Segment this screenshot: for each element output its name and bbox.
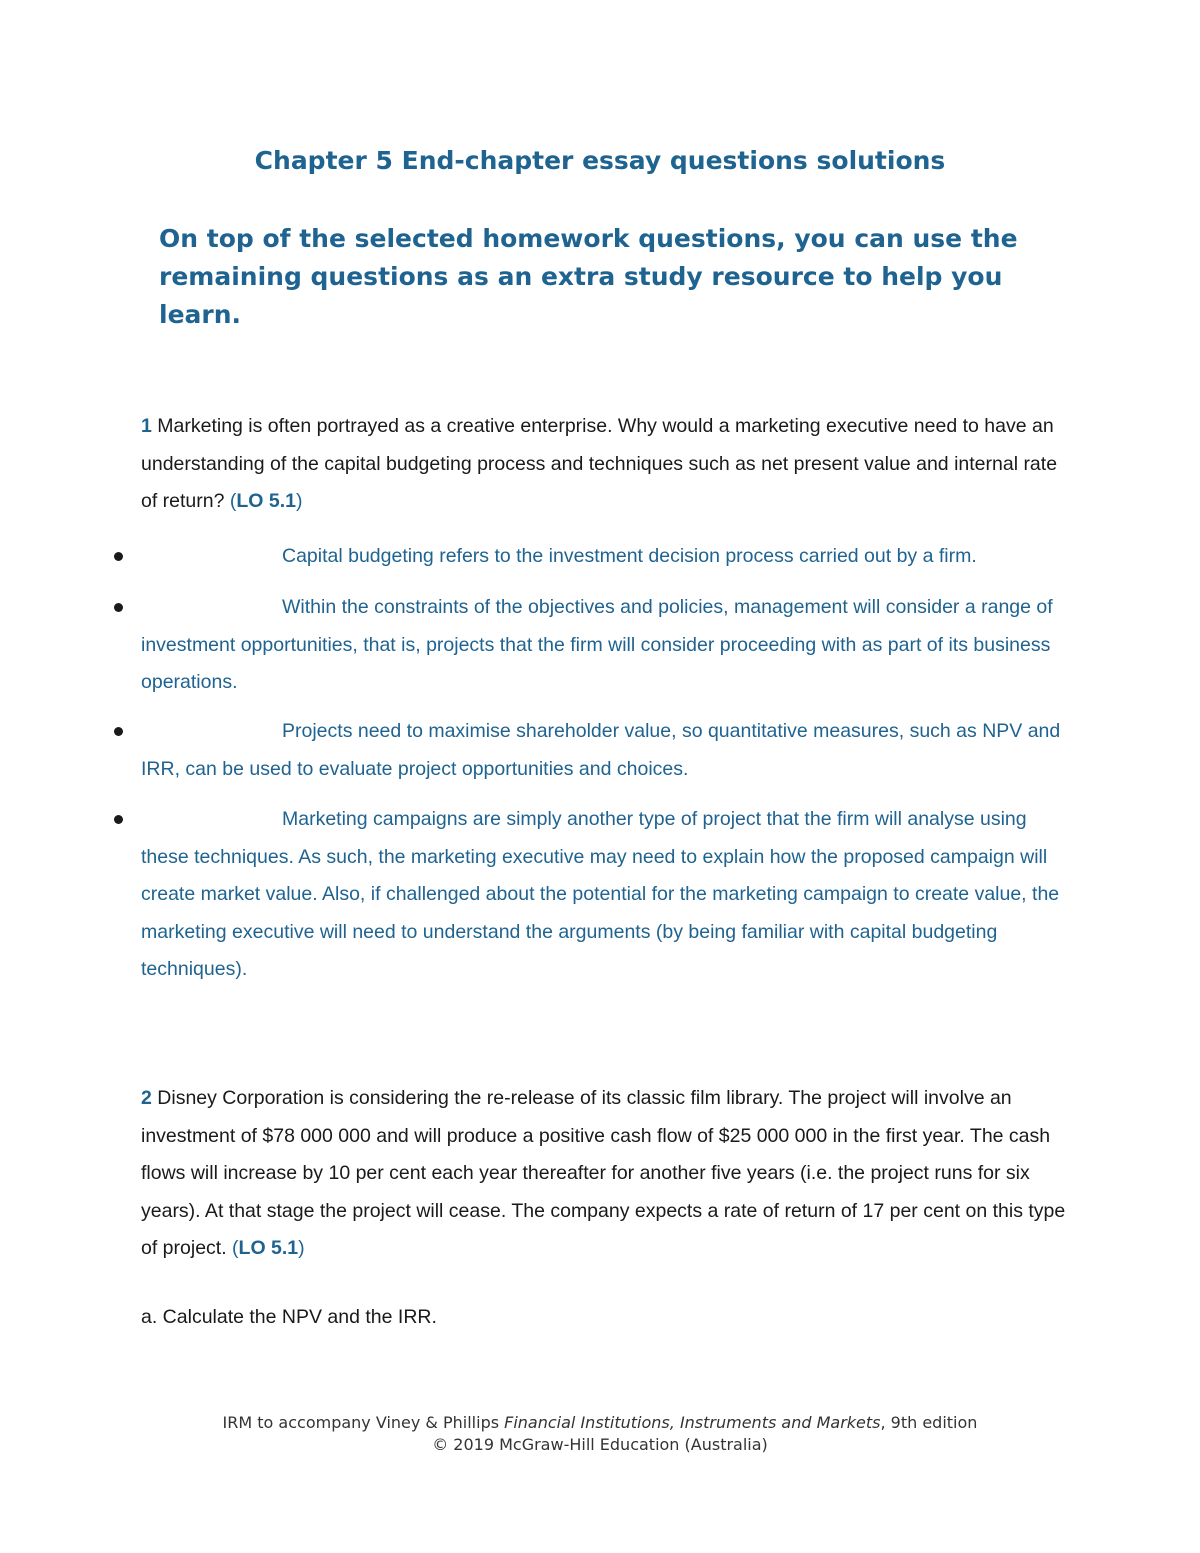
question-2 (141, 1080, 1071, 1268)
footer-copyright: © 2019 McGraw-Hill Education (Australia) (432, 1435, 768, 1454)
footer-line-1: IRM to accompany Viney & Phillips Financial Institutions, Instruments and Markets, 9th edition (222, 1413, 978, 1432)
question-text: Disney Corporation is considering the re-release of its classic film library. The project will involve an investment of $78 000 000 and will produce a positive cash flow of $25 000 000 in the first year. The cash flows will increase by 10 per cent each year thereafter for another five years (i.e. the project runs for six years). At that stage the project will cease. The company expects a rate of return of 17 per cent on this type of project. (141, 1087, 1066, 1259)
question-text: Marketing is often portrayed as a creative enterprise. Why would a marketing executive need to have an understanding of the capital budgeting process and techniques such as net present value and internal rate of return? (141, 415, 1058, 512)
answer-bullet: Marketing campaigns are simply another type of project that the firm will analyse using these techniques. As such, the marketing executive may need to explain how the proposed campaign will create market value. Also, if challenged about the potential for the marketing campaign to create value, the marketing executive will need to understand the arguments (by being familiar with capital budgeting techniques). (141, 801, 1071, 989)
learning-objective: (LO 5.1) (229, 490, 303, 512)
question-number: 1 (141, 415, 152, 437)
bullet-icon (114, 552, 123, 561)
question-2-part-a: a. Calculate the NPV and the IRR. (141, 1306, 437, 1328)
bullet-icon (114, 603, 123, 612)
bullet-icon (114, 727, 123, 736)
question-number: 2 (141, 1087, 152, 1109)
answer-bullet: Capital budgeting refers to the investment decision process carried out by a firm. (141, 538, 1071, 576)
answer-bullet: Within the constraints of the objectives and policies, management will consider a range of investment opportunities, that is, projects that the firm will consider proceeding with as part of its business operations. (141, 589, 1071, 702)
answer-bullet: Projects need to maximise shareholder value, so quantitative measures, such as NPV and IRR, can be used to evaluate project opportunities and choices. (141, 713, 1071, 788)
learning-objective: (LO 5.1) (232, 1237, 305, 1259)
question-1 (141, 408, 1071, 521)
page-footer (0, 1412, 1200, 1456)
page-title: Chapter 5 End-chapter essay questions solutions (254, 146, 946, 175)
bullet-icon (114, 815, 123, 824)
intro-note: On top of the selected homework questions, you can use the remaining questions as an extra study resource to help you learn. (159, 224, 1018, 329)
